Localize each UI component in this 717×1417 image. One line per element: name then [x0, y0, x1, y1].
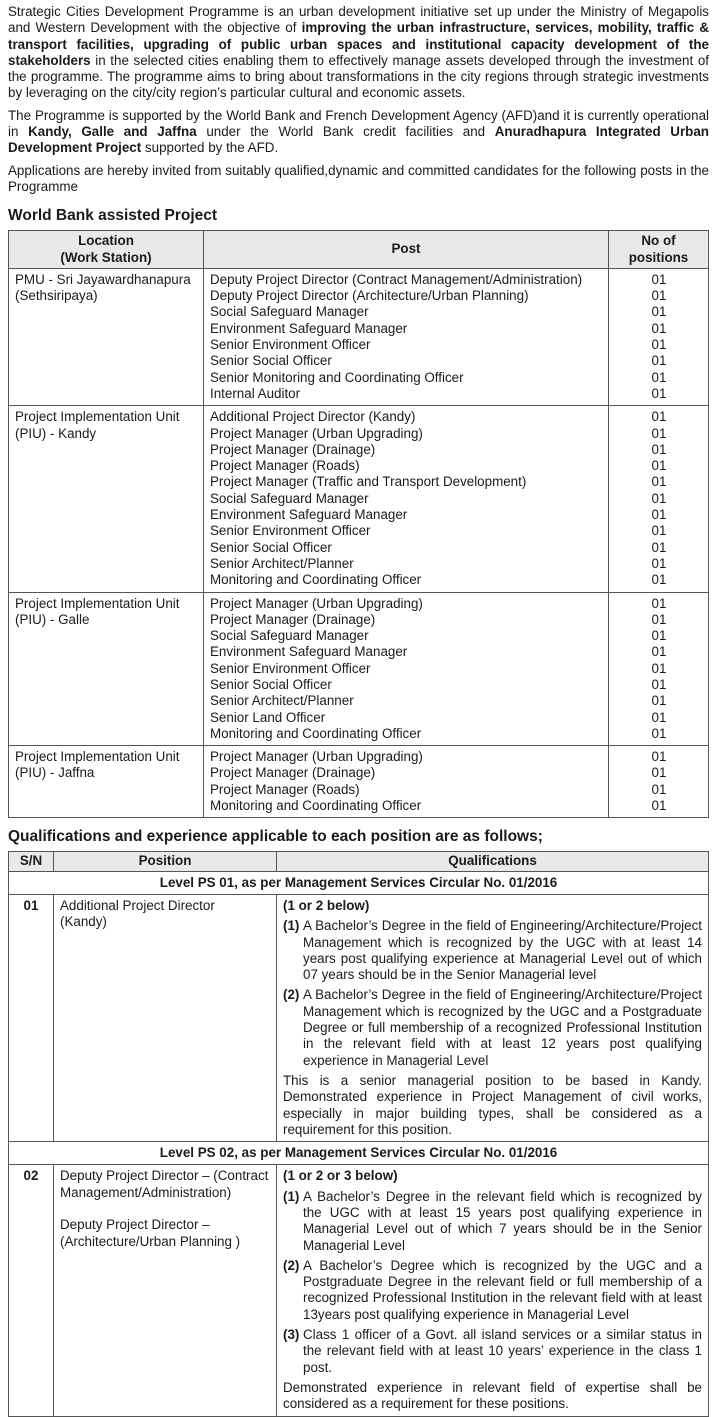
text-run: Strategic Cities Development Programme is an urban development initiative set up under the Ministry of Megapolis and Western Development with the objective of [8, 4, 709, 36]
location-row [9, 746, 709, 818]
project-heading: World Bank assisted Project [8, 207, 218, 225]
location-header: Location (Work Station) [9, 231, 204, 269]
post-name: Social Safeguard Manager [210, 304, 369, 320]
positions-table [8, 230, 709, 818]
post-name: Environment Safeguard Manager [210, 644, 408, 660]
post-name: Monitoring and Coordinating Officer [210, 798, 422, 814]
qualification-row [9, 894, 709, 1141]
post-name: Project Manager (Urban Upgrading) [210, 595, 423, 611]
location-row [9, 268, 709, 405]
position-count: 01 [651, 474, 667, 490]
position-count: 01 [651, 595, 667, 611]
qualifications-cell [277, 1165, 709, 1416]
qualification-item [283, 1189, 702, 1254]
post-name: Project Manager (Drainage) [210, 611, 376, 627]
position-count: 01 [651, 725, 667, 741]
level-row [9, 871, 709, 894]
serial-number: 01 [9, 894, 54, 1141]
post-name: Project Manager (Roads) [210, 458, 360, 474]
position-count: 01 [651, 369, 667, 385]
location-cell: PMU - Sri Jayawardhanapura (Sethsiripaya) [9, 268, 204, 405]
position-count: 01 [651, 781, 667, 797]
serial-number: 02 [9, 1165, 54, 1416]
post-list [204, 746, 609, 818]
post-name: Senior Land Officer [210, 709, 326, 725]
count-list [609, 592, 709, 746]
post-name: Project Manager (Traffic and Transport Development) [210, 474, 527, 490]
qualification-item [283, 987, 702, 1068]
item-number: (2) [283, 987, 300, 1003]
intro-paragraph-3: Applications are hereby invited from suitably qualified,dynamic and committed candidates for the following posts in the Programme [8, 162, 709, 194]
post-name: Project Manager (Roads) [210, 781, 360, 797]
post-name: Deputy Project Director (Contract Management/Administration) [210, 271, 583, 287]
bold-text: Anuradhapura Integrated Urban Development Project [8, 124, 709, 156]
location-row [9, 592, 709, 746]
position-count: 01 [651, 353, 667, 369]
position-count: 01 [651, 660, 667, 676]
level-row [9, 1142, 709, 1165]
post-name: Additional Project Director (Kandy) [210, 409, 416, 425]
position-count: 01 [651, 628, 667, 644]
post-name: Social Safeguard Manager [210, 490, 369, 506]
text-run: supported by the AFD. [141, 140, 279, 156]
post-list [204, 592, 609, 746]
post-name: Senior Social Officer [210, 676, 332, 692]
qualification-row [9, 1165, 709, 1416]
position-note: Demonstrated experience in relevant field of expertise shall be considered as a requirement for these positions. [283, 1379, 702, 1412]
location-row [9, 406, 709, 592]
count-list [609, 406, 709, 592]
position-count: 01 [651, 555, 667, 571]
position-count: 01 [651, 798, 667, 814]
position-count: 01 [651, 693, 667, 709]
intro-paragraph-2 [8, 108, 709, 157]
post-list [204, 406, 609, 592]
qualifications-table [8, 851, 709, 1416]
position-note: This is a senior managerial position to be based in Kandy. Demonstrated experience in Project Management of civil works, especially in major building types, shall be considered as a requirement for this position. [283, 1072, 702, 1137]
position-count: 01 [651, 676, 667, 692]
position-count: 01 [651, 644, 667, 660]
level-heading: Level PS 02, as per Management Services Circular No. 01/2016 [9, 1142, 709, 1165]
item-text: A Bachelor’s Degree in the relevant field which is recognized by the UGC with at least 15 years post qualifying experience in Managerial Level out of which 7 years should be in the Senior Managerial Level [303, 1188, 702, 1253]
item-number: (1) [283, 1188, 300, 1204]
intro-paragraph-1 [8, 4, 709, 102]
position-count: 01 [651, 507, 667, 523]
post-name: Project Manager (Urban Upgrading) [210, 749, 423, 765]
position-name: Deputy Project Director – (Contract Management/Administration) Deputy Project Director – (Architecture/Urban Planning ) [54, 1165, 277, 1416]
item-text: A Bachelor’s Degree which is recognized by the UGC and a Postgraduate Degree in the relevant field or full membership of a recognized Professional Institution in the relevant field with at least 13years post qualifying experience in Managerial Level [303, 1257, 702, 1322]
count-list [609, 746, 709, 818]
text-run: The Programme is supported by the World Bank and French Development Agency (AFD)and it is currently operational in [8, 107, 709, 140]
post-name: Internal Auditor [210, 385, 301, 401]
post-name: Senior Environment Officer [210, 523, 371, 539]
count-list [609, 268, 709, 405]
post-name: Senior Social Officer [210, 539, 332, 555]
sn-header: S/N [9, 852, 54, 871]
positions-header-row [9, 231, 709, 269]
item-text: Class 1 officer of a Govt. all island services or a similar status in the relevant field with at least 10 years’ experience in the class 1 post. [303, 1327, 702, 1375]
position-count: 01 [651, 765, 667, 781]
position-count: 01 [651, 539, 667, 555]
post-name: Senior Social Officer [210, 353, 332, 369]
post-name: Senior Environment Officer [210, 660, 371, 676]
qualifications-header-row [9, 852, 709, 871]
item-number: (2) [283, 1257, 300, 1273]
position-count: 01 [651, 304, 667, 320]
option-label: (1 or 2 or 3 below) [283, 1168, 398, 1184]
post-name: Monitoring and Coordinating Officer [210, 725, 422, 741]
qualification-item [283, 1258, 702, 1323]
qualification-item [283, 1327, 702, 1376]
post-name: Project Manager (Drainage) [210, 765, 376, 781]
position-count: 01 [651, 749, 667, 765]
post-list [204, 268, 609, 405]
qualifications-cell [277, 894, 709, 1141]
position-count: 01 [651, 385, 667, 401]
position-count: 01 [651, 709, 667, 725]
position-header: Position [54, 852, 277, 871]
post-name: Environment Safeguard Manager [210, 320, 408, 336]
position-count: 01 [651, 425, 667, 441]
item-text: A Bachelor’s Degree in the field of Engineering/Architecture/Project Management which is recognized by the UGC and a Postgraduate Degree or full membership of a recognized Professional Institution in the relevant field with at least 12 years post qualifying experience in Managerial Level [303, 987, 702, 1068]
qualifications-header: Qualifications [277, 852, 709, 871]
text-run: under the World Bank credit facilities and [196, 124, 495, 140]
position-name: Additional Project Director (Kandy) [54, 894, 277, 1141]
bold-text: improving the urban infrastructure, services, mobility, traffic & transport facilities, upgrading of public urban spaces and institutional capacity development of the stakeholders [8, 20, 709, 68]
location-cell: Project Implementation Unit (PIU) - Jaffna [9, 746, 204, 818]
position-count: 01 [651, 337, 667, 353]
post-name: Project Manager (Drainage) [210, 441, 376, 457]
position-count: 01 [651, 572, 667, 588]
post-name: Deputy Project Director (Architecture/Urban Planning) [210, 288, 529, 304]
position-count: 01 [651, 523, 667, 539]
position-count: 01 [651, 320, 667, 336]
post-name: Senior Architect/Planner [210, 555, 354, 571]
count-header: No of positions [609, 231, 709, 269]
position-count: 01 [651, 611, 667, 627]
post-name: Senior Environment Officer [210, 337, 371, 353]
post-header: Post [204, 231, 609, 269]
post-name: Senior Architect/Planner [210, 693, 354, 709]
item-text: A Bachelor’s Degree in the field of Engineering/Architecture/Project Management which is recognized by the UGC with at least 14 years post qualifying experience at Managerial Level out of which 07 years should be in the Senior Managerial level [303, 918, 702, 983]
position-count: 01 [651, 458, 667, 474]
bold-text: Kandy, Galle and Jaffna [28, 124, 197, 140]
position-count: 01 [651, 441, 667, 457]
position-count: 01 [651, 490, 667, 506]
post-name: Senior Monitoring and Coordinating Officer [210, 369, 464, 385]
location-cell: Project Implementation Unit (PIU) - Kandy [9, 406, 204, 592]
level-heading: Level PS 01, as per Management Services Circular No. 01/2016 [9, 871, 709, 894]
post-name: Project Manager (Urban Upgrading) [210, 425, 423, 441]
post-name: Environment Safeguard Manager [210, 507, 408, 523]
position-count: 01 [651, 271, 667, 287]
qualifications-heading: Qualifications and experience applicable to each position are as follows; [8, 828, 543, 846]
qualification-item [283, 918, 702, 983]
location-cell: Project Implementation Unit (PIU) - Galle [9, 592, 204, 746]
position-count: 01 [651, 409, 667, 425]
option-label: (1 or 2 below) [283, 897, 370, 913]
position-count: 01 [651, 288, 667, 304]
item-number: (1) [283, 918, 300, 934]
post-name: Monitoring and Coordinating Officer [210, 572, 422, 588]
positions-body [9, 268, 709, 818]
text-run: in the selected cities enabling them to effectively manage assets developed through the investment of the programme. The programme aims to bring about transformations in the city regions through strategic investments by leveraging on the city/city region’s particular cultural and economic assets. [8, 52, 709, 101]
qualifications-body [9, 871, 709, 1416]
post-name: Social Safeguard Manager [210, 628, 369, 644]
item-number: (3) [283, 1327, 300, 1343]
